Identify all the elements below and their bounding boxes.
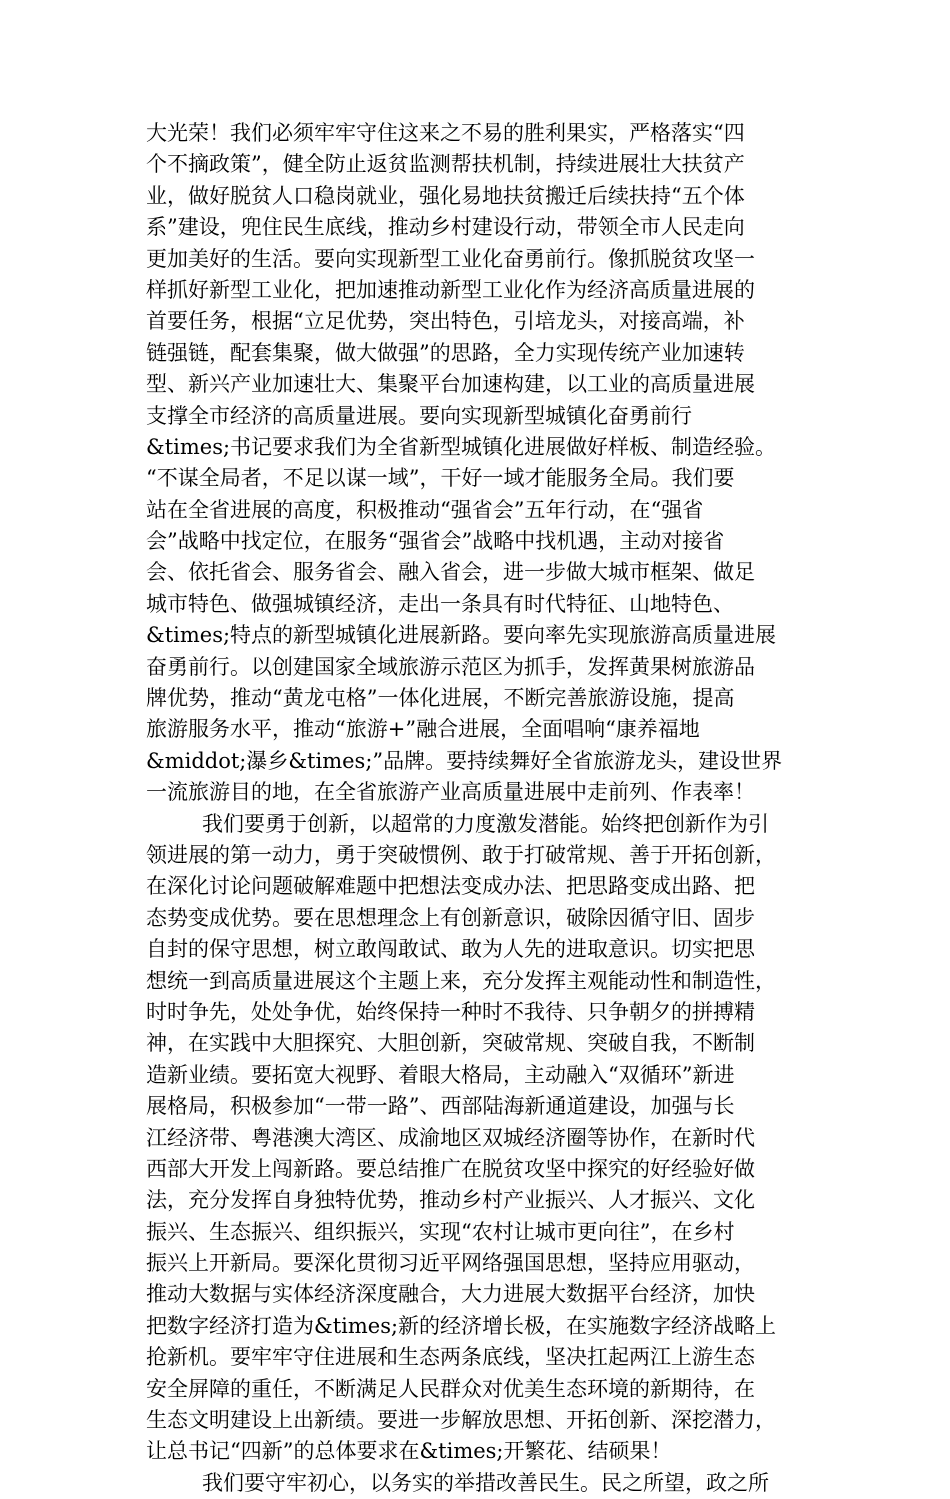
text-line: 把数字经济打造为&times;新的经济增长极，在实施数字经济战略上	[146, 1313, 777, 1338]
text-line: 生态文明建设上出新绩。要进一步解放思想、开拓创新、深挖潜力，	[146, 1408, 776, 1433]
text-line: 让总书记“四新”的总体要求在&times;开繁花、结硕果！	[146, 1439, 672, 1464]
text-line: 振兴上开新局。要深化贯彻习近平网络强国思想，坚持应用驱动，	[146, 1251, 755, 1276]
text-line: 自封的保守思想，树立敢闯敢试、敢为人先的进取意识。切实把思	[146, 937, 755, 962]
text-line: 想统一到高质量进展这个主题上来，充分发挥主观能动性和制造性，	[146, 968, 776, 993]
text-line: 站在全省进展的高度，积极推动“强省会”五年行动，在“强省	[146, 497, 704, 522]
text-line: 法，充分发挥自身独特优势，推动乡村产业振兴、人才振兴、文化	[146, 1188, 755, 1213]
text-line: “不谋全局者，不足以谋一域”，干好一域才能服务全局。我们要	[146, 466, 735, 491]
text-line: 我们要勇于创新，以超常的力度激发潜能。始终把创新作为引	[202, 811, 769, 836]
text-line: 神，在实践中大胆探究、大胆创新，突破常规、突破自我，不断制	[146, 1031, 755, 1056]
text-line: 态势变成优势。要在思想理念上有创新意识，破除因循守旧、固步	[146, 905, 755, 930]
text-line: 样抓好新型工业化，把加速推动新型工业化作为经济高质量进展的	[146, 277, 755, 302]
text-line: 会”战略中找定位，在服务“强省会”战略中找机遇，主动对接省	[146, 529, 725, 554]
paragraph	[146, 809, 826, 1468]
text-line: 系”建设，兜住民生底线，推动乡村建设行动，带领全市人民走向	[146, 215, 745, 240]
text-line: 牌优势，推动“黄龙屯格”一体化进展，不断完善旅游设施，提高	[146, 686, 735, 711]
text-line: 会、依托省会、服务省会、融入省会，进一步做大城市框架、做足	[146, 560, 755, 585]
text-line: 链强链，配套集聚，做大做强”的思路，全力实现传统产业加速转	[146, 340, 745, 365]
text-line: 时时争先，处处争优，始终保持一种时不我待、只争朝夕的拼搏精	[146, 999, 755, 1024]
text-line: 领进展的第一动力，勇于突破惯例、敢于打破常规、善于开拓创新，	[146, 842, 776, 867]
text-line: 个不摘政策”，健全防止返贫监测帮扶机制，持续进展壮大扶贫产	[146, 152, 745, 177]
text-line: 一流旅游目的地，在全省旅游产业高质量进展中走前列、作表率！	[146, 780, 755, 805]
text-line: 西部大开发上闯新路。要总结推广在脱贫攻坚中探究的好经验好做	[146, 1156, 755, 1181]
text-line: 江经济带、粤港澳大湾区、成渝地区双城经济圈等协作，在新时代	[146, 1125, 755, 1150]
text-line: 安全屏障的重任，不断满足人民群众对优美生态环境的新期待，在	[146, 1376, 755, 1401]
text-line: 造新业绩。要拓宽大视野、着眼大格局，主动融入“双循环”新进	[146, 1062, 735, 1087]
text-line: 支撑全市经济的高质量进展。要向实现新型城镇化奋勇前行	[146, 403, 692, 428]
document-page	[146, 118, 826, 1499]
text-line: 推动大数据与实体经济深度融合，大力进展大数据平台经济，加快	[146, 1282, 755, 1307]
text-line: 首要任务，根据“立足优势，突出特色，引培龙头，对接高端，补	[146, 309, 745, 334]
text-line: 展格局，积极参加“一带一路”、西部陆海新通道建设，加强与长	[146, 1094, 735, 1119]
text-line: &times;书记要求我们为全省新型城镇化进展做好样板、制造经验。	[146, 434, 777, 459]
text-line: &times;特点的新型城镇化进展新路。要向率先实现旅游高质量进展	[146, 623, 777, 648]
text-line: 城市特色、做强城镇经济，走出一条具有时代特征、山地特色、	[146, 591, 734, 616]
text-line: 大光荣！我们必须牢牢守住这来之不易的胜利果实，严格落实“四	[146, 121, 745, 145]
text-line: 我们要守牢初心，以务实的举措改善民生。民之所望，政之所	[202, 1470, 769, 1495]
text-line: 振兴、生态振兴、组织振兴，实现“农村让城市更向往”，在乡村	[146, 1219, 735, 1244]
text-line: 抢新机。要牢牢守住进展和生态两条底线，坚决扛起两江上游生态	[146, 1345, 755, 1370]
text-line: 在深化讨论问题破解难题中把想法变成办法、把思路变成出路、把	[146, 874, 755, 899]
text-line: 奋勇前行。以创建国家全域旅游示范区为抓手，发挥黄果树旅游品	[146, 654, 755, 679]
paragraph	[146, 1468, 826, 1499]
paragraph	[146, 118, 826, 809]
text-line: &middot;瀑乡&times;”品牌。要持续舞好全省旅游龙头，建设世界	[146, 748, 783, 773]
text-line: 型、新兴产业加速壮大、集聚平台加速构建，以工业的高质量进展	[146, 372, 755, 397]
text-line: 更加美好的生活。要向实现新型工业化奋勇前行。像抓脱贫攻坚一	[146, 246, 755, 271]
text-line: 业，做好脱贫人口稳岗就业，强化易地扶贫搬迁后续扶持“五个体	[146, 183, 745, 208]
text-line: 旅游服务水平，推动“旅游+”融合进展，全面唱响“康养福地	[146, 717, 700, 742]
